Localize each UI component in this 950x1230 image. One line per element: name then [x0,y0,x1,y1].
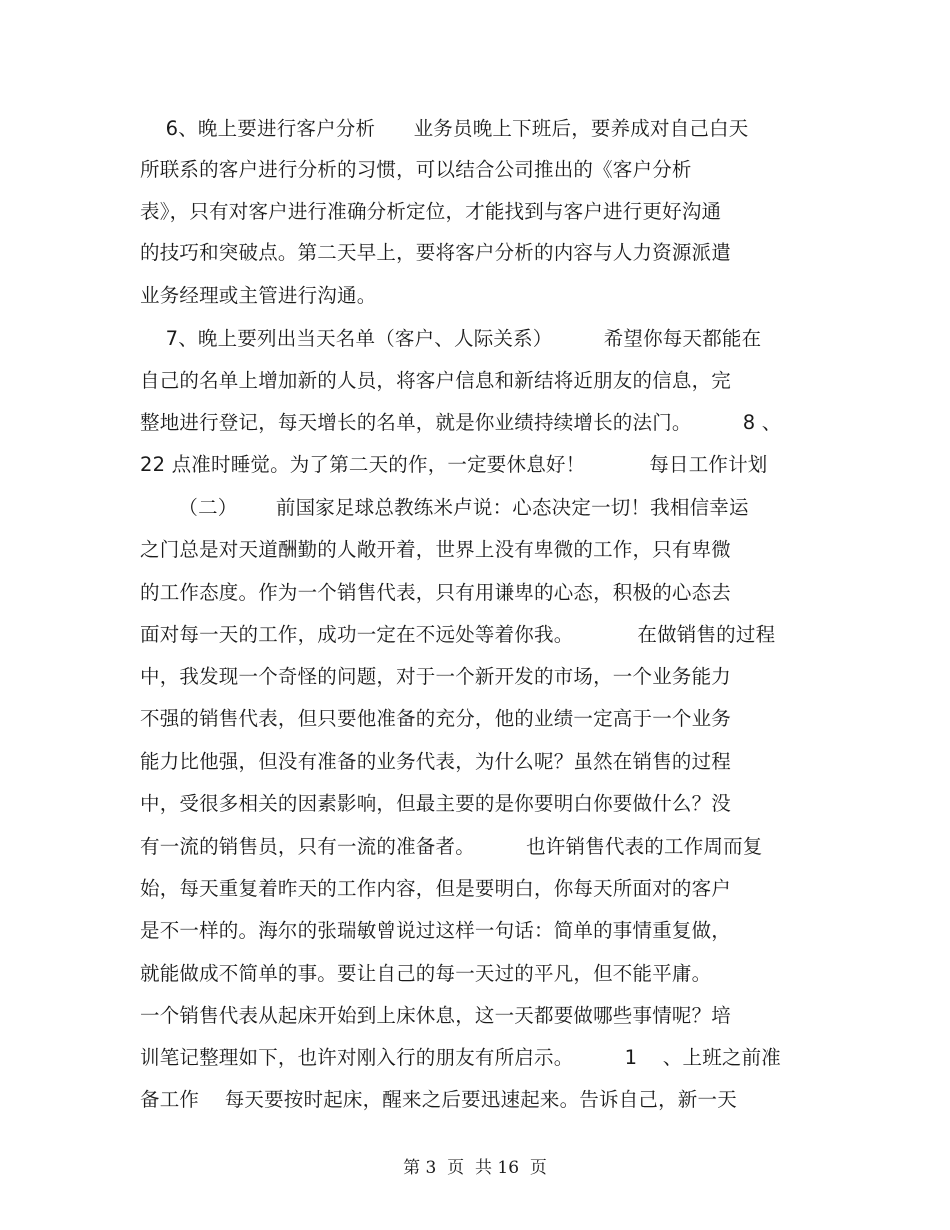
body-text-line: 业务经理或主管进行沟通。 [140,284,377,307]
body-text-line: 22 点准时睡觉。为了第二天的作，一定要休息好！ 每日工作计划 [140,453,768,476]
body-text-line: 整地进行登记，每天增长的名单，就是你业绩持续增长的法门。 8 、 [140,411,782,434]
body-text-line: 7、晚上要列出当天名单（客户、人际关系） 希望你每天都能在 [140,327,762,350]
body-text-line: 是不一样的。海尔的张瑞敏曾说过这样一句话：简单的事情重复做， [140,919,732,942]
body-text-line: 中，我发现一个奇怪的问题，对于一个新开发的市场，一个业务能力 [140,665,732,688]
body-text-line: 不强的销售代表，但只要他准备的充分，他的业绩一定高于一个业务 [140,707,732,730]
body-text-line: 中，受很多相关的因素影响，但最主要的是你要明白你要做什么？没 [140,792,732,815]
body-text-line: 备工作 每天要按时起床，醒来之后要迅速起来。告诉自己，新一天 [140,1088,737,1111]
body-text-line: 之门总是对天道酬勤的人敞开着，世界上没有卑微的工作，只有卑微 [140,538,732,561]
body-text-line: 能力比他强，但没有准备的业务代表，为什么呢？虽然在销售的过程 [140,750,732,773]
body-text-line: 有一流的销售员，只有一流的准备者。 也许销售代表的工作周而复 [140,835,763,858]
body-text-line: 的技巧和突破点。第二天早上，要将客户分析的内容与人力资源派遣 [140,241,732,264]
body-text-line: 始，每天重复着昨天的工作内容，但是要明白，你每天所面对的客户 [140,877,732,900]
body-text-line: 面对每一天的工作，成功一定在不远处等着你我。 在做销售的过程 [140,623,776,646]
body-text-line: 的工作态度。作为一个销售代表，只有用谦卑的心态，积极的心态去 [140,581,732,604]
body-text-line: 表》，只有对客户进行准确分析定位，才能找到与客户进行更好沟通 [140,200,722,223]
body-text-line: 一个销售代表从起床开始到上床休息，这一天都要做哪些事情呢？培 [140,1004,732,1027]
body-text-line: （二） 前国家足球总教练米卢说：心态决定一切！我相信幸运 [140,496,749,519]
body-text-line: 6、晚上要进行客户分析 业务员晚上下班后，要养成对自己白天 [140,117,749,140]
body-text-line: 所联系的客户进行分析的习惯，可以结合公司推出的《客户分析 [140,158,692,181]
body-text-line: 训笔记整理如下，也许对刚入行的朋友有所启示。 1 、上班之前准 [140,1046,781,1069]
page-number-footer: 第 3 页 共 16 页 [403,1158,547,1178]
body-text-line: 自己的名单上增加新的人员，将客户信息和新结将近朋友的信息，完 [140,369,732,392]
body-text-line: 就能做成不简单的事。要让自己的每一天过的平凡，但不能平庸。 [140,962,712,985]
